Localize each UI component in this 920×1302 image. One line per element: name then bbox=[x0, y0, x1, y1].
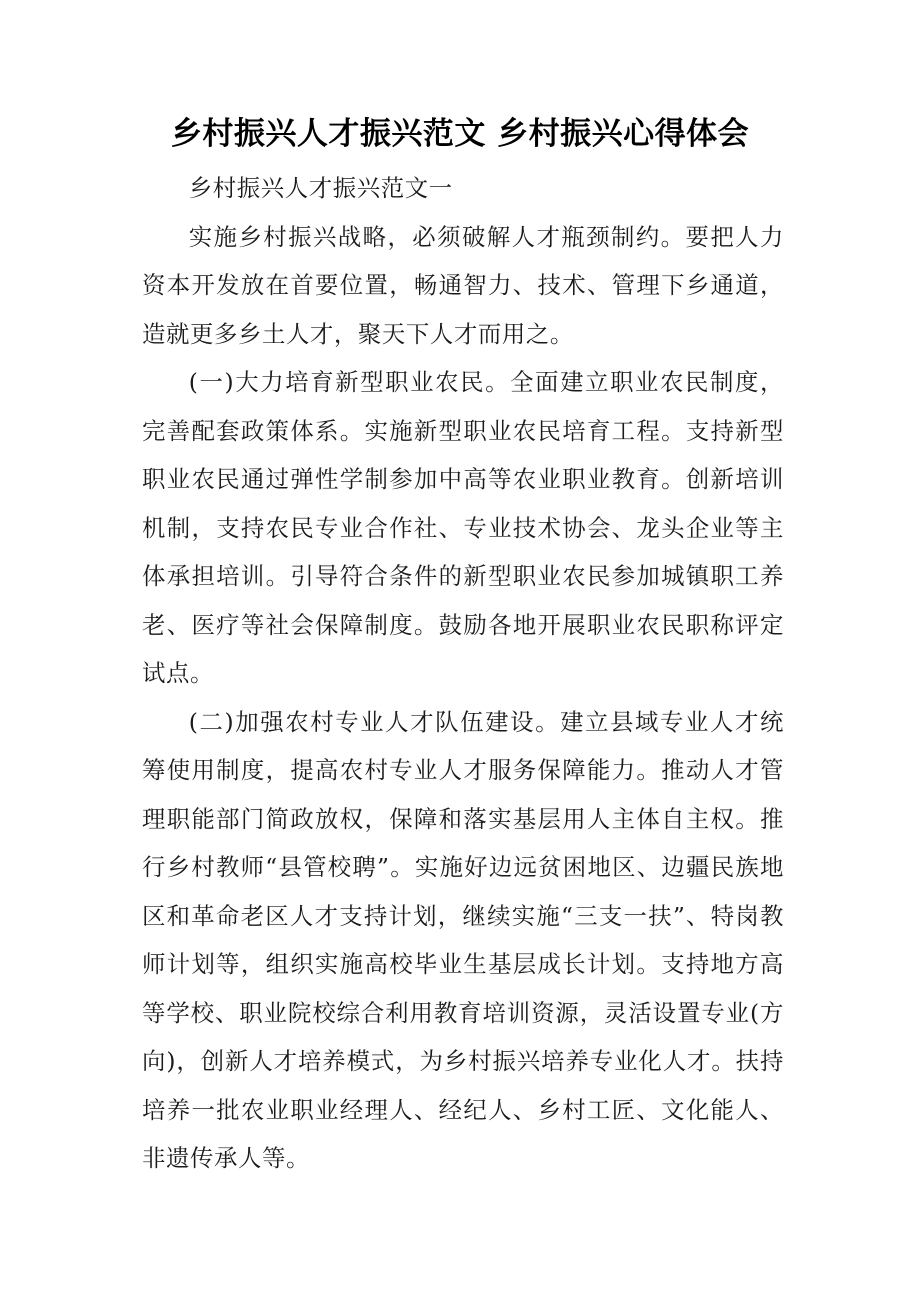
document-title: 乡村振兴人才振兴范文 乡村振兴心得体会 bbox=[170, 116, 750, 152]
paragraph-section-1: (一)大力培育新型职业农民。全面建立职业农民制度，完善配套政策体系。实施新型职业农民培育工程。支持新型职业农民通过弹性学制参加中高等农业职业教育。创新培训机制，支持农民专业合作社、专业技术协会、龙头企业等主体承担培训。引导符合条件的新型职业农民参加城镇职工养老、医疗等社会保障制度。鼓励各地开展职业农民职称评定试点。 bbox=[142, 368, 784, 687]
paragraph-section-2: (二)加强农村专业人才队伍建设。建立县域专业人才统筹使用制度，提高农村专业人才服务保障能力。推动人才管理职能部门简政放权，保障和落实基层用人主体自主权。推行乡村教师“县管校聘”。实施好边远贫困地区、边疆民族地区和革命老区人才支持计划，继续实施“三支一扶”、特岗教师计划等，组织实施高校毕业生基层成长计划。支持地方高等学校、职业院校综合利用教育培训资源，灵活设置专业(方向)，创新人才培养模式，为乡村振兴培养专业化人才。扶持培养一批农业职业经理人、经纪人、乡村工匠、文化能人、非遗传承人等。 bbox=[142, 707, 784, 1172]
document-body bbox=[142, 164, 784, 1183]
paragraph-intro: 实施乡村振兴战略，必须破解人才瓶颈制约。要把人力资本开发放在首要位置，畅通智力、技术、管理下乡通道，造就更多乡土人才，聚天下人才而用之。 bbox=[142, 222, 784, 348]
section-heading: 乡村振兴人才振兴范文一 bbox=[188, 174, 453, 202]
